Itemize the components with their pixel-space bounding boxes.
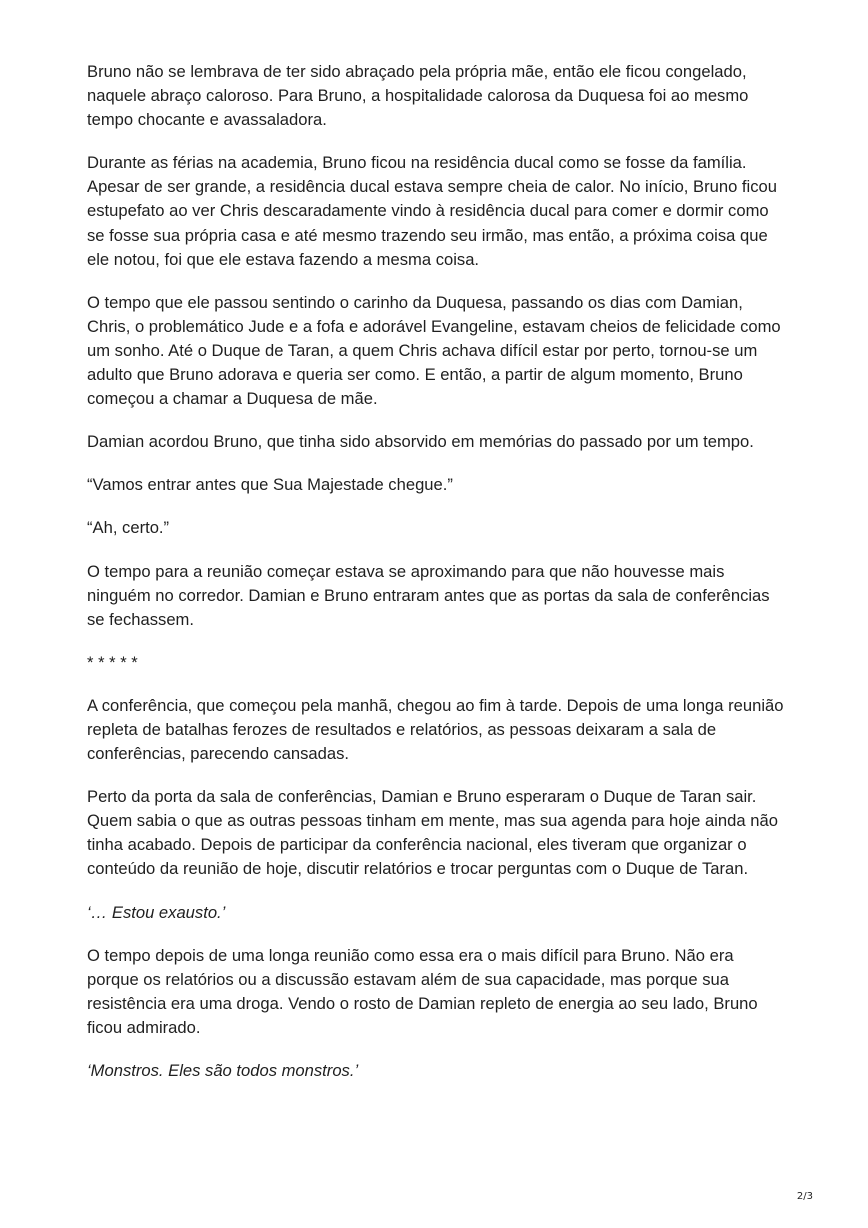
page-number: 2/3 (796, 1191, 813, 1202)
page-content (87, 60, 787, 1102)
paragraph: Perto da porta da sala de conferências, Damian e Bruno esperaram o Duque de Taran sair. Quem sabia o que as outras pessoas tinham em mente, mas sua agenda para hoje ainda não tinha acabado. Depois de participar da conferência nacional, eles tiveram que organizar o conteúdo da reunião de hoje, discutir relatórios e trocar perguntas com o Duque de Taran. (87, 787, 778, 879)
inner-thought: ‘… Estou exausto.’ (87, 902, 226, 922)
paragraph: Bruno não se lembrava de ter sido abraçado pela própria mãe, então ele ficou congelado, naquele abraço caloroso. Para Bruno, a hospitalidade calorosa da Duquesa foi ao mesmo tempo chocante e avassaladora. (87, 62, 749, 130)
paragraph: O tempo para a reunião começar estava se aproximando para que não houvesse mais ninguém no corredor. Damian e Bruno entraram antes que as portas da sala de conferências se fechassem. (87, 561, 770, 629)
paragraph: Durante as férias na academia, Bruno ficou na residência ducal como se fosse da família. Apesar de ser grande, a residência ducal estava sempre cheia de calor. No início, Bruno ficou estupefato ao ver Chris descaradamente vindo à residência ducal para comer e dormir como se fosse sua própria casa e até mesmo trazendo seu irmão, mas então, a próxima coisa que ele notou, foi que ele estava fazendo a mesma coisa. (87, 153, 777, 269)
dialogue-line: “Ah, certo.” (87, 518, 170, 538)
paragraph: A conferência, que começou pela manhã, chegou ao fim à tarde. Depois de uma longa reunião repleta de batalhas ferozes de resultados e relatórios, as pessoas deixaram a sala de conferências, parecendo cansadas. (87, 695, 784, 764)
dialogue-line: “Vamos entrar antes que Sua Majestade chegue.” (87, 475, 453, 495)
paragraph: O tempo que ele passou sentindo o carinho da Duquesa, passando os dias com Damian, Chris, o problemático Jude e a fofa e adorável Evangeline, estavam cheios de felicidade como um sonho. Até o Duque de Taran, a quem Chris achava difícil estar por perto, tornou-se um adulto que Bruno adorava e queria ser como. E então, a partir de algum momento, Bruno começou a chamar a Duquesa de mãe. (87, 292, 781, 409)
paragraph: O tempo depois de uma longa reunião como essa era o mais difícil para Bruno. Não era porque os relatórios ou a discussão estavam além de sua capacidade, mas porque sua resistência era uma droga. Vendo o rosto de Damian repleto de energia ao seu lado, Bruno ficou admirado. (87, 945, 758, 1037)
section-separator: * * * * * (87, 652, 138, 672)
inner-thought: ‘Monstros. Eles são todos monstros.’ (87, 1061, 359, 1080)
paragraph: Damian acordou Bruno, que tinha sido absorvido em memórias do passado por um tempo. (87, 432, 754, 452)
